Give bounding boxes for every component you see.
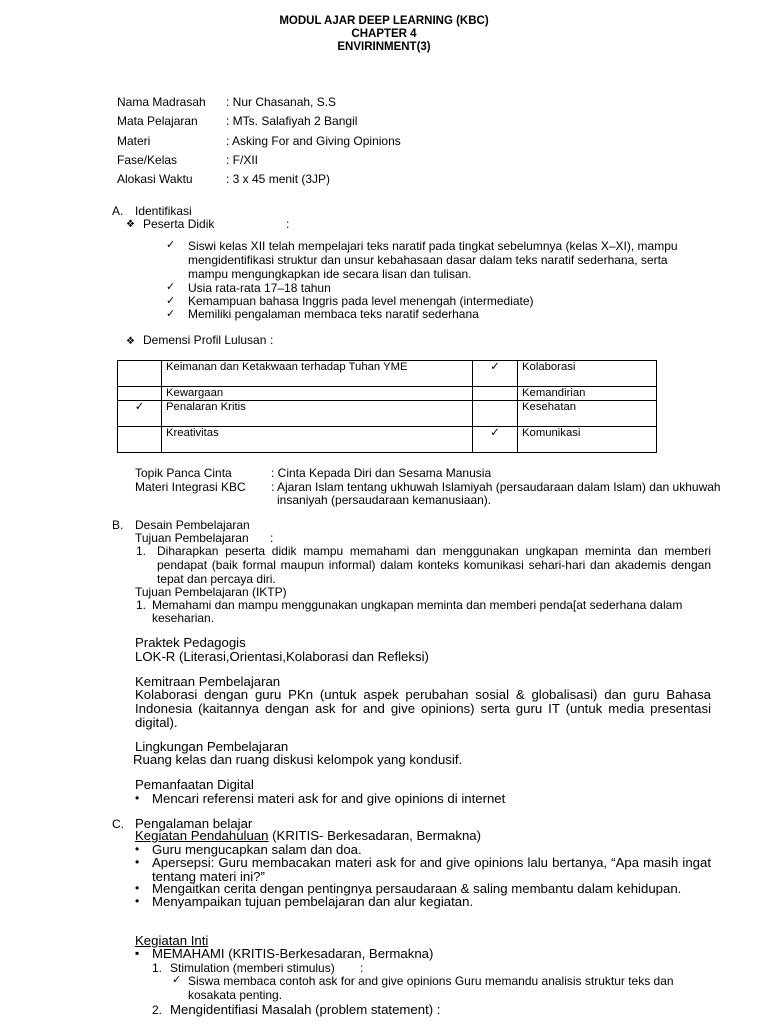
table-cell-check: [118, 387, 162, 401]
check-icon: ✓: [166, 295, 176, 307]
lingkungan-text: Ruang kelas dan ruang diskusi kelompok yang kondusif.: [133, 752, 463, 767]
table-row: [118, 427, 657, 453]
info-value-mapel: : MTs. Salafiyah 2 Bangil: [226, 114, 358, 128]
section-c-title: Pengalaman belajar: [135, 816, 253, 831]
dimensi-table: [117, 360, 657, 453]
peserta-label: Peserta Didik: [143, 217, 215, 231]
digital-title: Pemanfaatan Digital: [135, 777, 254, 792]
bullet-icon: •: [135, 791, 140, 805]
table-row: [118, 387, 657, 401]
digital-item: Mencari referensi materi ask for and give opinions di internet: [152, 791, 506, 806]
table-cell-dimension: Kesehatan: [518, 401, 657, 427]
table-cell-dimension: Komunikasi: [518, 427, 657, 453]
doc-subtitle: ENVIRINMENT(3): [337, 41, 431, 53]
section-b-letter: B.: [112, 518, 124, 532]
peserta-colon: :: [286, 217, 290, 231]
pendahuluan-item-4: Menyampaikan tujuan pembelajaran dan alur kegiatan.: [152, 894, 474, 909]
diamond-bullet-icon: ❖: [126, 336, 135, 347]
pendahuluan-suffix: (KRITIS- Berkesadaran, Bermakna): [268, 828, 482, 843]
step1-colon: :: [360, 961, 364, 975]
table-cell-check: ✓: [118, 401, 162, 427]
table-cell-check: ✓: [473, 427, 518, 453]
info-label-mapel: Mata Pelajaran: [117, 114, 198, 128]
table-cell-check: [118, 427, 162, 453]
step1-label: Stimulation (memberi stimulus): [170, 961, 335, 975]
bullet-icon: •: [135, 894, 140, 908]
tujuan-number: 1.: [136, 544, 147, 558]
iktp-text-2: keseharian.: [152, 611, 215, 625]
info-label-fase: Fase/Kelas: [117, 153, 178, 167]
doc-chapter: CHAPTER 4: [351, 28, 417, 40]
step1-text-2: kosakata penting.: [188, 988, 283, 1002]
table-cell-check: [473, 387, 518, 401]
section-b-title: Desain Pembelajaran: [135, 518, 250, 532]
kemitraan-title: Kemitraan Pembelajaran: [135, 674, 281, 689]
info-value-madrasah: : Nur Chasanah, S.S: [226, 95, 337, 109]
table-cell-dimension: Keimanan dan Ketakwaan terhadap Tuhan YME: [162, 361, 473, 387]
info-value-alokasi: : 3 x 45 menit (3JP): [226, 172, 331, 186]
dimensi-label: Demensi Profil Lulusan: [143, 333, 267, 347]
square-bullet-icon: ▪: [135, 946, 140, 960]
bullet-icon: •: [135, 881, 140, 895]
table-cell-dimension: Kemandirian: [518, 387, 657, 401]
section-c-letter: C.: [112, 817, 124, 831]
tujuan-text: Diharapkan peserta didik mampu memahami dan menggunakan ungkapan meminta dan memberi pendapat (baik formal maupun informal) dalam konteks komunikasi sehari-hari dan akademis dengan tepat dan percaya diri.: [157, 544, 711, 586]
lingkungan-title: Lingkungan Pembelajaran: [135, 739, 289, 754]
step2-label: Mengidentifiasi Masalah (problem statement) :: [170, 1002, 441, 1017]
praktek-title: Praktek Pedagogis: [135, 635, 246, 650]
doc-title: MODUL AJAR DEEP LEARNING (KBC): [279, 15, 489, 27]
topik-label: Topik Panca Cinta: [135, 466, 232, 480]
integrasi-label: Materi Integrasi KBC: [135, 480, 246, 494]
iktp-number: 1.: [136, 598, 147, 612]
step1-text-1: Siswa membaca contoh ask for and give opinions Guru memandu analisis struktur teks dan: [188, 974, 674, 988]
tujuan-label: Tujuan Pembelajaran: [135, 531, 249, 545]
step2-number: 2.: [152, 1003, 163, 1017]
table-cell-check: ✓: [473, 361, 518, 387]
pendahuluan-item-3: Mengaitkan cerita dengan pentingnya persaudaraan & saling membantu dalam kehidupan.: [152, 881, 682, 896]
table-cell-dimension: Penalaran Kritis: [162, 401, 473, 427]
info-label-materi: Materi: [117, 134, 151, 148]
table-cell-check: [473, 401, 518, 427]
bullet-icon: •: [135, 842, 140, 856]
check-icon: ✓: [166, 239, 176, 251]
integrasi-value-2: insaniyah (persaudaraan kemanusiaan).: [277, 493, 492, 507]
section-a-letter: A.: [112, 204, 124, 218]
table-cell-check: [118, 361, 162, 387]
integrasi-value-1: : Ajaran Islam tentang ukhuwah Islamiyah (persaudaraan dalam Islam) dan ukhuwah: [271, 480, 721, 494]
table-cell-dimension: Kreativitas: [162, 427, 473, 453]
peserta-item-1: Siswi kelas XII telah mempelajari teks naratif pada tingkat sebelumnya (kelas X–XI), mampu mengidentifikasi struktur dan unsur kebahasaan dasar dalam teks naratif sederhana, serta mampu mengungkapkan ide secara lisan dan tulisan.: [188, 239, 678, 281]
iktp-text-1: Memahami dan mampu menggunakan ungkapan meminta dan memberi penda[at sederhana dalam: [152, 598, 683, 612]
pendahuluan-item-2: Apersepsi: Guru membacakan materi ask for and give opinions lalu bertanya, “Apa masih ingat tentang materi ini?”: [152, 855, 711, 884]
bullet-icon: •: [135, 855, 140, 869]
table-cell-dimension: Kewargaan: [162, 387, 473, 401]
section-a-title: Identifikasi: [135, 204, 192, 218]
peserta-item-3: Kemampuan bahasa Inggris pada level menengah (intermediate): [188, 294, 534, 308]
peserta-item-4: Memiliki pengalaman membaca teks naratif sederhana: [188, 307, 479, 321]
step1-number: 1.: [152, 961, 163, 975]
pendahuluan-label: Kegiatan Pendahuluan: [135, 828, 269, 843]
dimensi-colon: :: [270, 333, 274, 347]
iktp-label: Tujuan Pembelajaran (IKTP): [135, 585, 287, 599]
tujuan-colon: :: [270, 531, 274, 545]
memahami-label: MEMAHAMI (KRITIS-Berkesadaran, Bermakna): [152, 946, 434, 961]
table-cell-dimension: Kolaborasi: [518, 361, 657, 387]
pendahuluan-heading: [135, 829, 481, 843]
topik-value: : Cinta Kepada Diri dan Sesama Manusia: [271, 466, 492, 480]
praktek-text: LOK-R (Literasi,Orientasi,Kolaborasi dan Refleksi): [135, 649, 429, 664]
check-icon: ✓: [166, 281, 176, 293]
info-label-madrasah: Nama Madrasah: [117, 95, 206, 109]
inti-label: Kegiatan Inti: [135, 933, 209, 948]
kemitraan-text: Kolaborasi dengan guru PKn (untuk aspek perubahan sosial & globalisasi) dan guru Bahasa Indonesia (kaitannya dengan ask for and give opinions) serta guru IT (untuk media presentasi digital).: [135, 687, 711, 730]
pendahuluan-item-1: Guru mengucapkan salam dan doa.: [152, 842, 362, 857]
check-icon: ✓: [166, 308, 176, 320]
info-value-fase: : F/XII: [226, 153, 259, 167]
info-label-alokasi: Alokasi Waktu: [117, 172, 193, 186]
check-icon: ✓: [172, 974, 182, 986]
info-value-materi: : Asking For and Giving Opinions: [226, 134, 401, 148]
peserta-item-2: Usia rata-rata 17–18 tahun: [188, 281, 331, 295]
diamond-bullet-icon: ❖: [126, 219, 135, 230]
table-row: [118, 401, 657, 427]
table-row: [118, 361, 657, 387]
